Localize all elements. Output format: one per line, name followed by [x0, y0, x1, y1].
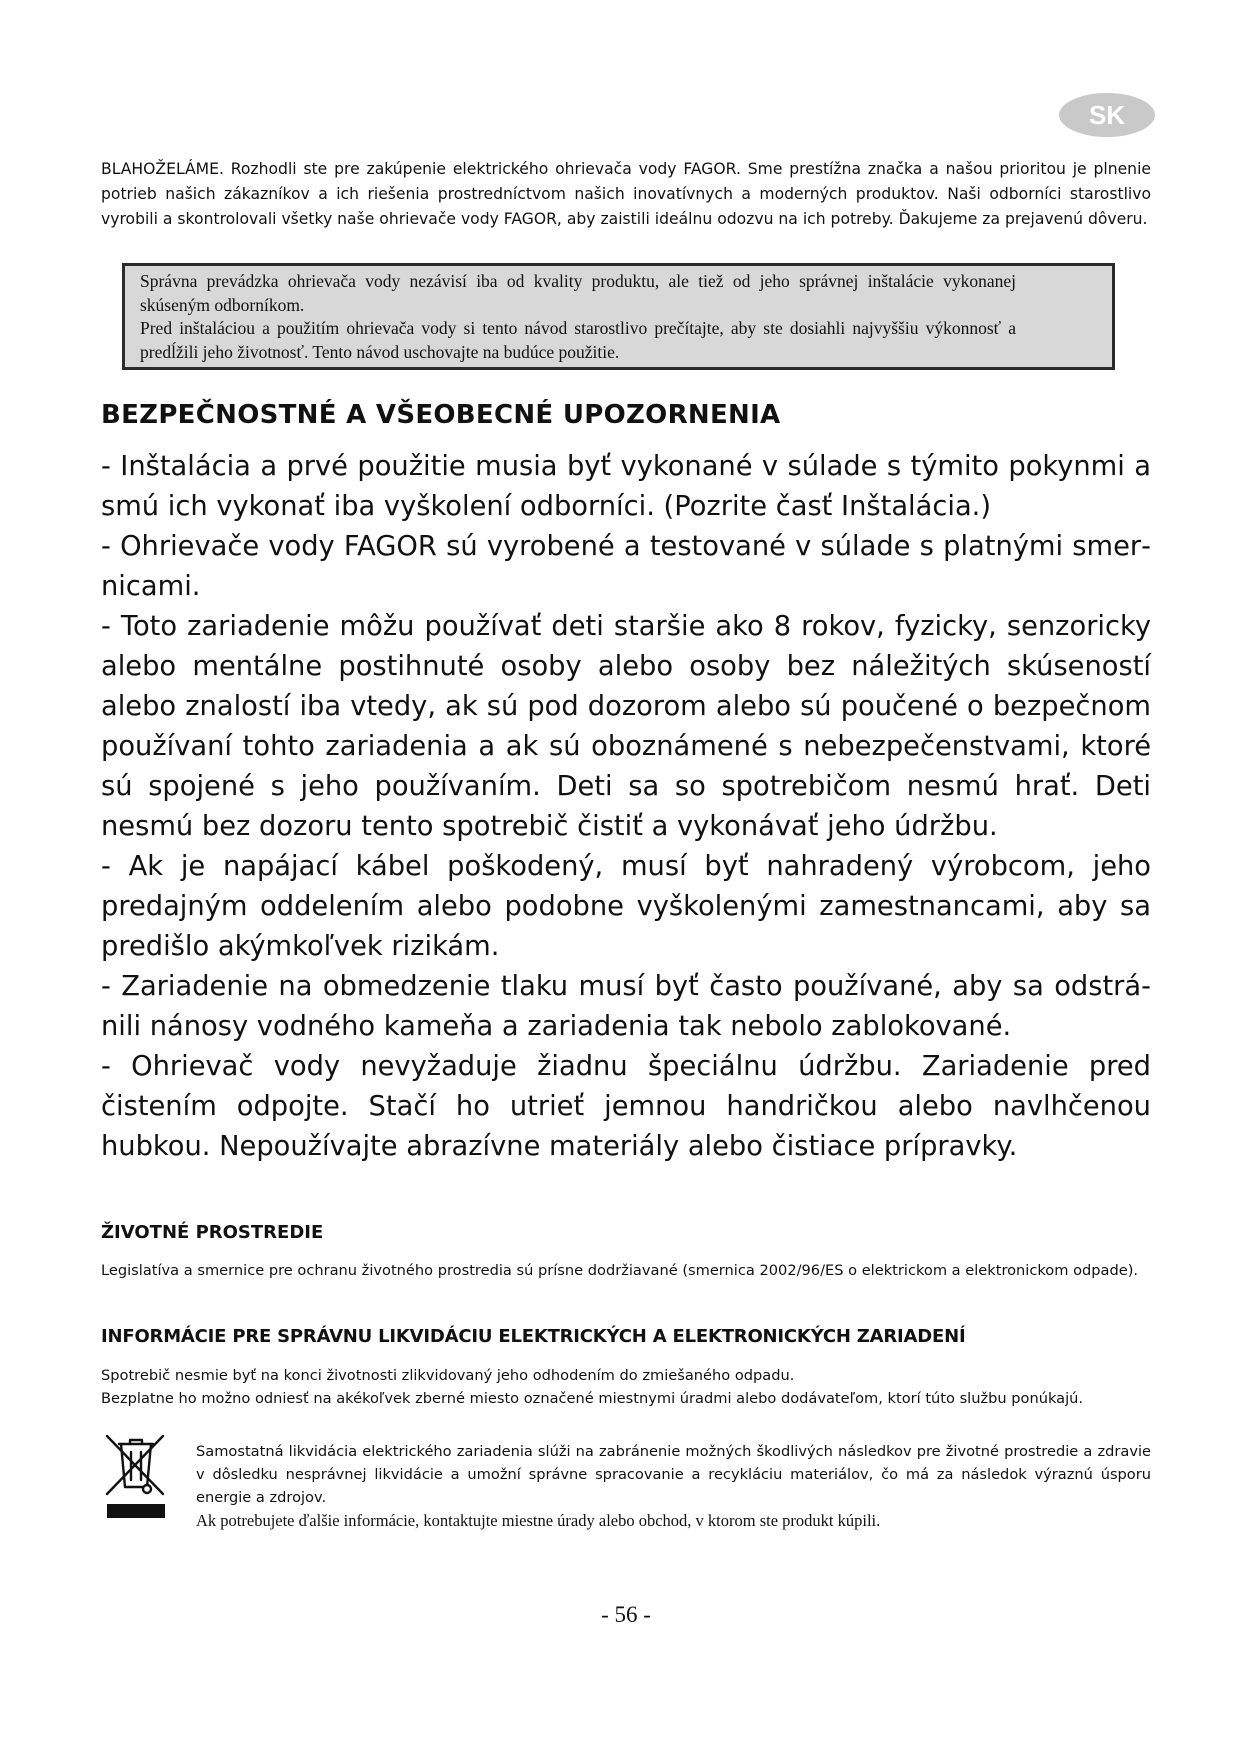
weee-explanation: [196, 1440, 1151, 1532]
safety-item: - Ohrievače vody FAGOR sú vyrobené a testované v súlade s platnými smernicami.: [101, 531, 1151, 602]
page-number: - 56 -: [601, 1602, 651, 1627]
safety-item: - Inštalácia a prvé použitie musia byť vykonané v súlade s týmito pokynmi a smú ich vykonať iba vyškolení odborníci. (Pozrite časť Inštalácia.): [101, 451, 1151, 522]
safety-item: - Ak je napájací kábel poškodený, musí byť nahradený výrobcom, jeho predajným oddelením alebo podobne vyškolenými zamestnancami, aby sa predišlo akýmkoľvek rizikám.: [101, 851, 1151, 962]
more-info-paragraph: Ak potrebujete ďalšie informácie, kontaktujte miestne úrady alebo obchod, v ktorom ste produkt kúpili.: [196, 1511, 881, 1530]
notice-paragraph: Pred inštaláciou a použitím ohrievača vody si tento návod starostlivo prečítajte, aby ste dosiahli najvyššiu výkonnosť a predĺžili jeho životnosť. Tento návod uschovajte na budúce použitie.: [140, 318, 1016, 362]
safety-item: - Toto zariadenie môžu používať deti staršie ako 8 rokov, fyzicky, senzoricky alebo mentálne postihnuté osoby alebo osoby bez náležitých skúseností alebo znalostí iba vtedy, ak sú pod dozorom alebo sú poučené o bezpečnom používaní tohto zariadenia a ak sú oboznámené s nebezpečenstvami, ktoré sú spojené s jeho používaním. Deti sa so spotrebičom nesmú hrať. Deti nesmú bez dozoru tento spotrebič čistiť a vykonávať jeho údržbu.: [101, 611, 1151, 842]
disposal-line: Spotrebič nesmie byť na konci životnosti zlikvidovaný jeho odhodením do zmiešaného odpadu.: [101, 1367, 795, 1384]
disposal-text: [101, 1364, 1151, 1410]
disposal-section-title: INFORMÁCIE PRE SPRÁVNU LIKVIDÁCIU ELEKTRICKÝCH A ELEKTRONICKÝCH ZARIADENÍ: [101, 1326, 966, 1347]
environment-text: Legislatíva a smernice pre ochranu životného prostredia sú prísne dodržiavané (smernica 2002/96/ES o elektrickom a elektronickom odpade).: [101, 1262, 1139, 1279]
environment-section-title: ŽIVOTNÉ PROSTREDIE: [101, 1222, 324, 1243]
notice-box: [122, 263, 1115, 370]
safety-item: - Ohrievač vody nevyžaduje žiadnu špeciálnu údržbu. Zariadenie pred čistením odpojte. Stačí ho utrieť jemnou handričkou alebo navlhčenou hubkou. Nepoužívajte abrazívne materiály alebo čistiace prípravky.: [101, 1051, 1151, 1162]
language-badge: SK: [1059, 93, 1155, 137]
manual-page: [101, 0, 1151, 1754]
intro-paragraph: BLAHOŽELÁME. Rozhodli ste pre zakúpenie elektrického ohrievača vody FAGOR. Sme prestížna značka a našou prioritou je plnenie potrieb našich zákazníkov a ich riešenia prostredníctvom našich inovatívnych a moderných produktov. Naši odborníci starostlivo vyrobili a skontrolovali všetky naše ohrievače vody FAGOR, aby zaistili ideálnu odozvu na ich potreby. Ďakujeme za prejavenú dôveru.: [101, 159, 1151, 228]
safety-section-body: [101, 447, 1151, 1167]
weee-paragraph: Samostatná likvidácia elektrického zariadenia slúži na zabránenie možných škodlivých následkov pre životné prostredie a zdravie v dôsledku nesprávnej likvidácie a umožní správne spracovanie a recykláciu materiálov, čo má za následok výraznú úsporu energie a zdrojov.: [196, 1443, 1151, 1506]
safety-section-title: BEZPEČNOSTNÉ A VŠEOBECNÉ UPOZORNENIA: [101, 400, 781, 430]
crossed-out-wheelie-bin-icon: [101, 1432, 171, 1520]
safety-item: - Zariadenie na obmedzenie tlaku musí byť často používané, aby sa odstránili nánosy vodného kameňa a zariadenia tak nebolo zablokované.: [101, 971, 1151, 1042]
disposal-line: Bezplatne ho možno odniesť na akékoľvek zberné miesto označené miestnymi úradmi alebo dodávateľom, ktorí túto službu ponúkajú.: [101, 1390, 1084, 1407]
notice-paragraph: Správna prevádzka ohrievača vody nezávisí iba od kvality produktu, ale tiež od jeho správnej inštalácie vykonanej skúseným odborníkom.: [140, 271, 1016, 315]
